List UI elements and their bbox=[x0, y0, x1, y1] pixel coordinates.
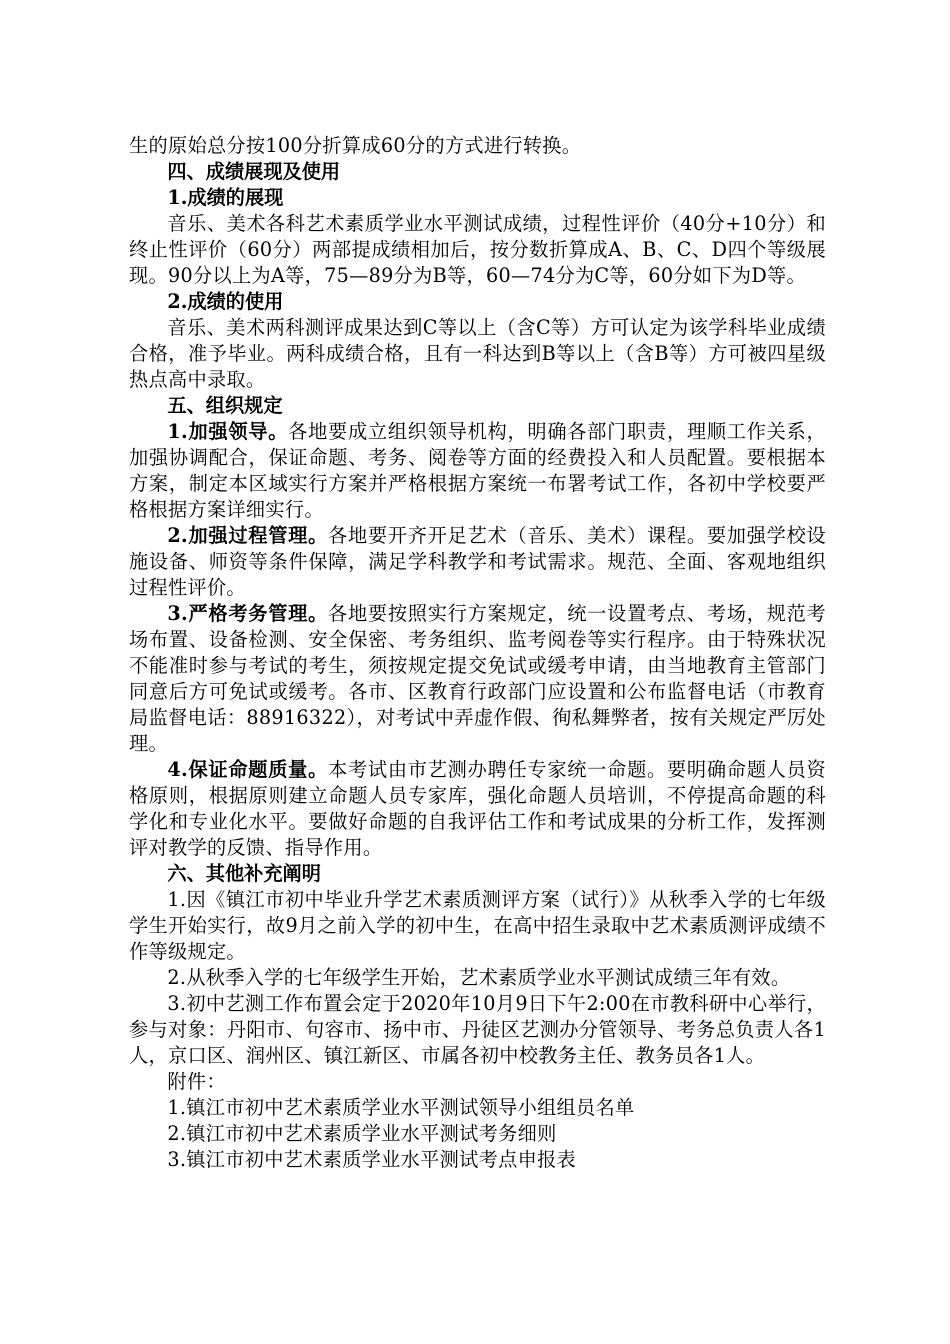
paragraph-exam-affairs bbox=[129, 601, 826, 757]
attachment-item-1: 1.镇江市初中艺术素质学业水平测试领导小组组员名单 bbox=[167, 1096, 635, 1119]
attachment-item-2: 2.镇江市初中艺术素质学业水平测试考务细则 bbox=[167, 1122, 557, 1145]
lead-process: 2.加强过程管理。 bbox=[167, 524, 329, 547]
body-process: 各地要开齐开足艺术（音乐、美术）课程。要加强学校设施设备、师资等条件保障，满足学科教学和考试需求。规范、全面、客观地组织过程性评价。 bbox=[129, 524, 826, 599]
lead-leadership: 1.加强领导。 bbox=[167, 420, 289, 443]
attachment-item-3: 3.镇江市初中艺术素质学业水平测试考点申报表 bbox=[167, 1148, 577, 1171]
paragraph-question-quality bbox=[129, 757, 826, 861]
lead-question-quality: 4.保证命题质量。 bbox=[167, 758, 329, 781]
paragraph-score-display: 音乐、美术各科艺术素质学业水平测试成绩，过程性评价（40分+10分）和终止性评价（60分）两部提成绩相加后，按分数折算成A、B、C、D四个等级展现。90分以上为A等，75—89分为B等，60—74分为C等，60分如下为D等。 bbox=[129, 212, 826, 287]
body-leadership: 各地要成立组织领导机构，明确各部门职责，理顺工作关系，加强协调配合，保证命题、考务、阅卷等方面的经费投入和人员配置。要根据本方案，制定本区域实行方案并严格根据方案统一布署考试工作，各初中学校要严格根据方案详细实行。 bbox=[129, 420, 826, 521]
paragraph-score-use: 音乐、美术两科测评成果达到C等以上（含C等）方可认定为该学科毕业成绩合格，准予毕业。两科成绩合格，且有一科达到B等以上（含B等）方可被四星级热点高中录取。 bbox=[129, 316, 826, 391]
subheading-score-display: 1.成绩的展现 bbox=[167, 186, 284, 209]
attachments-label: 附件： bbox=[167, 1070, 226, 1093]
lead-exam-affairs: 3.严格考务管理。 bbox=[167, 602, 329, 625]
section-heading-6: 六、其他补充阐明 bbox=[167, 862, 321, 885]
paragraph-continuation: 生的原始总分按100分折算成60分的方式进行转换。 bbox=[129, 134, 582, 157]
section-heading-5: 五、组织规定 bbox=[167, 394, 283, 417]
body-exam-affairs: 各地要按照实行方案规定，统一设置考点、考场，规范考场布置、设备检测、安全保密、考务组织、监考阅卷等实行程序。由于特殊状况不能准时参与考试的考生，须按规定提交免试或缓考申请，由当地教育主管部门同意后方可免试或缓考。各市、区教育行政部门应设置和公布监督电话（市教育局监督电话：88916322），对考试中弄虚作假、徇私舞弊者，按有关规定严厉处理。 bbox=[129, 602, 826, 755]
paragraph-note-2: 2.从秋季入学的七年级学生开始，艺术素质学业水平测试成绩三年有效。 bbox=[167, 966, 791, 989]
body-question-quality: 本考试由市艺测办聘任专家统一命题。要明确命题人员资格原则，根据原则建立命题人员专家库，强化命题人员培训，不停提高命题的科学化和专业化水平。要做好命题的自我评估工作和考试成果的分析工作，发挥测评对教学的反馈、指导作用。 bbox=[129, 758, 826, 859]
section-heading-4: 四、成绩展现及使用 bbox=[167, 160, 341, 183]
paragraph-note-1: 1.因《镇江市初中毕业升学艺术素质测评方案（试行）》从秋季入学的七年级学生开始实行，故9月之前入学的初中生，在高中招生录取中艺术素质测评成绩不作等级规定。 bbox=[129, 888, 826, 963]
paragraph-process bbox=[129, 523, 826, 601]
subheading-score-use: 2.成绩的使用 bbox=[167, 290, 284, 313]
document-page bbox=[129, 133, 826, 1173]
paragraph-leadership bbox=[129, 419, 826, 523]
paragraph-note-3: 3.初中艺测工作布置会定于2020年10月9日下午2:00在市教科研中心举行，参与对象：丹阳市、句容市、扬中市、丹徒区艺测办分管领导、考务总负责人各1人，京口区、润州区、镇江新区、市属各初中校教务主任、教务员各1人。 bbox=[129, 992, 826, 1067]
